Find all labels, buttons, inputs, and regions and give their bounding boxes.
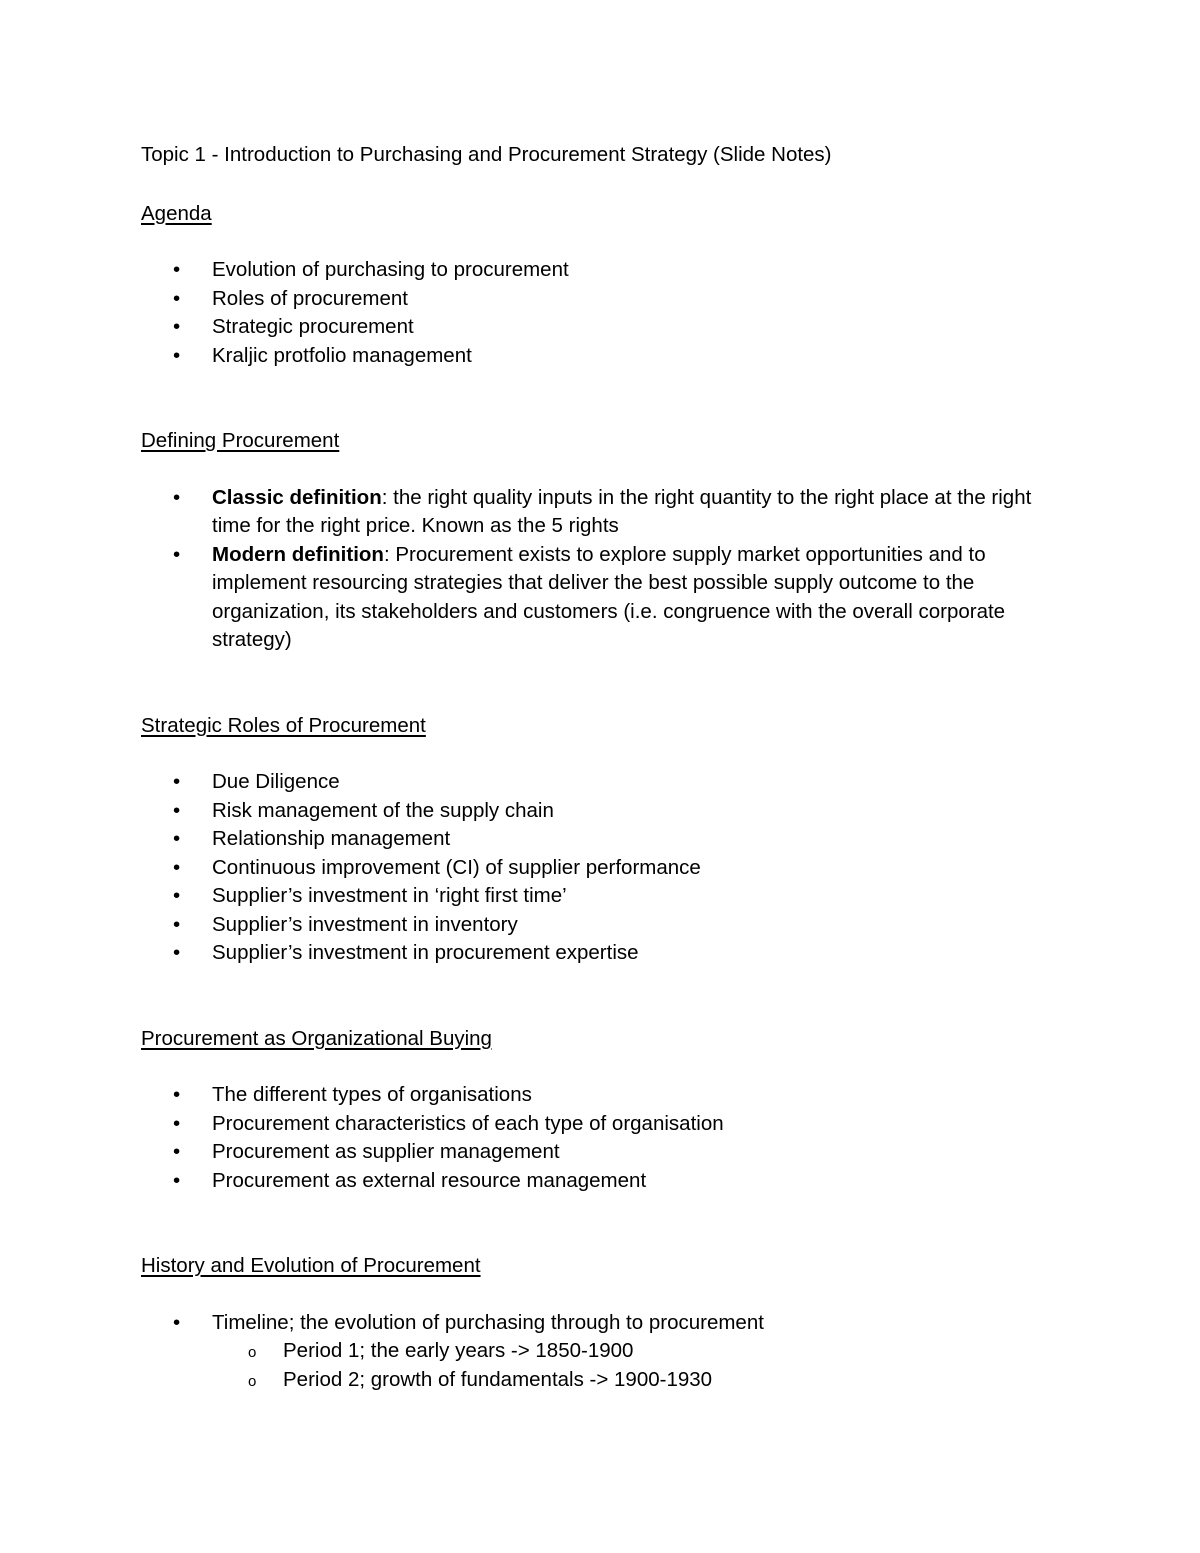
list-item: • Risk management of the supply chain <box>141 797 1061 826</box>
section-heading-history: History and Evolution of Procurement <box>141 1254 481 1277</box>
strategic-roles-section <box>141 712 1061 968</box>
strategic-roles-list <box>141 768 1061 968</box>
history-sublist <box>212 1337 1061 1394</box>
list-item: • Evolution of purchasing to procurement <box>141 256 1061 285</box>
defining-procurement-section <box>141 427 1061 655</box>
list-item-text: Timeline; the evolution of purchasing through to procurement <box>212 1310 764 1334</box>
list-item: • Procurement as supplier management <box>141 1138 1061 1167</box>
document-body <box>141 141 1061 1394</box>
history-section <box>141 1252 1061 1394</box>
list-item: • Roles of procurement <box>141 285 1061 314</box>
organizational-buying-section <box>141 1025 1061 1196</box>
sub-list-item: o Period 1; the early years -> 1850-1900 <box>212 1337 1061 1366</box>
list-item <box>141 1309 1061 1395</box>
page-title: Topic 1 - Introduction to Purchasing and Procurement Strategy (Slide Notes) <box>141 143 832 166</box>
list-item: • The different types of organisations <box>141 1081 1061 1110</box>
agenda-section <box>141 200 1061 371</box>
agenda-list <box>141 256 1061 370</box>
list-item: • Procurement as external resource management <box>141 1167 1061 1196</box>
list-item: • Supplier’s investment in procurement expertise <box>141 939 1061 968</box>
list-item: • Relationship management <box>141 825 1061 854</box>
history-list <box>141 1309 1061 1395</box>
list-item: • Supplier’s investment in inventory <box>141 911 1061 940</box>
list-item: • Strategic procurement <box>141 313 1061 342</box>
sub-list-item: o Period 2; growth of fundamentals -> 1900-1930 <box>212 1366 1061 1395</box>
list-item: • Kraljic protfolio management <box>141 342 1061 371</box>
list-item: • Procurement characteristics of each type of organisation <box>141 1110 1061 1139</box>
list-item <box>141 484 1061 541</box>
section-heading-agenda: Agenda <box>141 201 212 225</box>
section-heading-strategic-roles: Strategic Roles of Procurement <box>141 713 426 737</box>
list-item: • Supplier’s investment in ‘right first time’ <box>141 882 1061 911</box>
definition-text: : the right quality inputs in the right quantity to the right place at the right time for the right price. Known as the 5 rights <box>212 485 1032 537</box>
section-heading-organizational-buying: Procurement as Organizational Buying <box>141 1026 492 1050</box>
definition-text: : Procurement exists to explore supply market opportunities and to implement resourcing strategies that deliver the best possible supply outcome to the organization, its stakeholders and customers (i.e. congruence with the overall corporate strategy) <box>212 542 1006 651</box>
organizational-buying-list <box>141 1081 1061 1195</box>
definition-term: Modern definition <box>212 542 384 566</box>
definition-term: Classic definition <box>212 485 382 509</box>
list-item <box>141 541 1061 655</box>
definitions-list <box>141 484 1061 655</box>
list-item: • Due Diligence <box>141 768 1061 797</box>
list-item: • Continuous improvement (CI) of supplier performance <box>141 854 1061 883</box>
section-heading-defining-procurement: Defining Procurement <box>141 429 340 452</box>
